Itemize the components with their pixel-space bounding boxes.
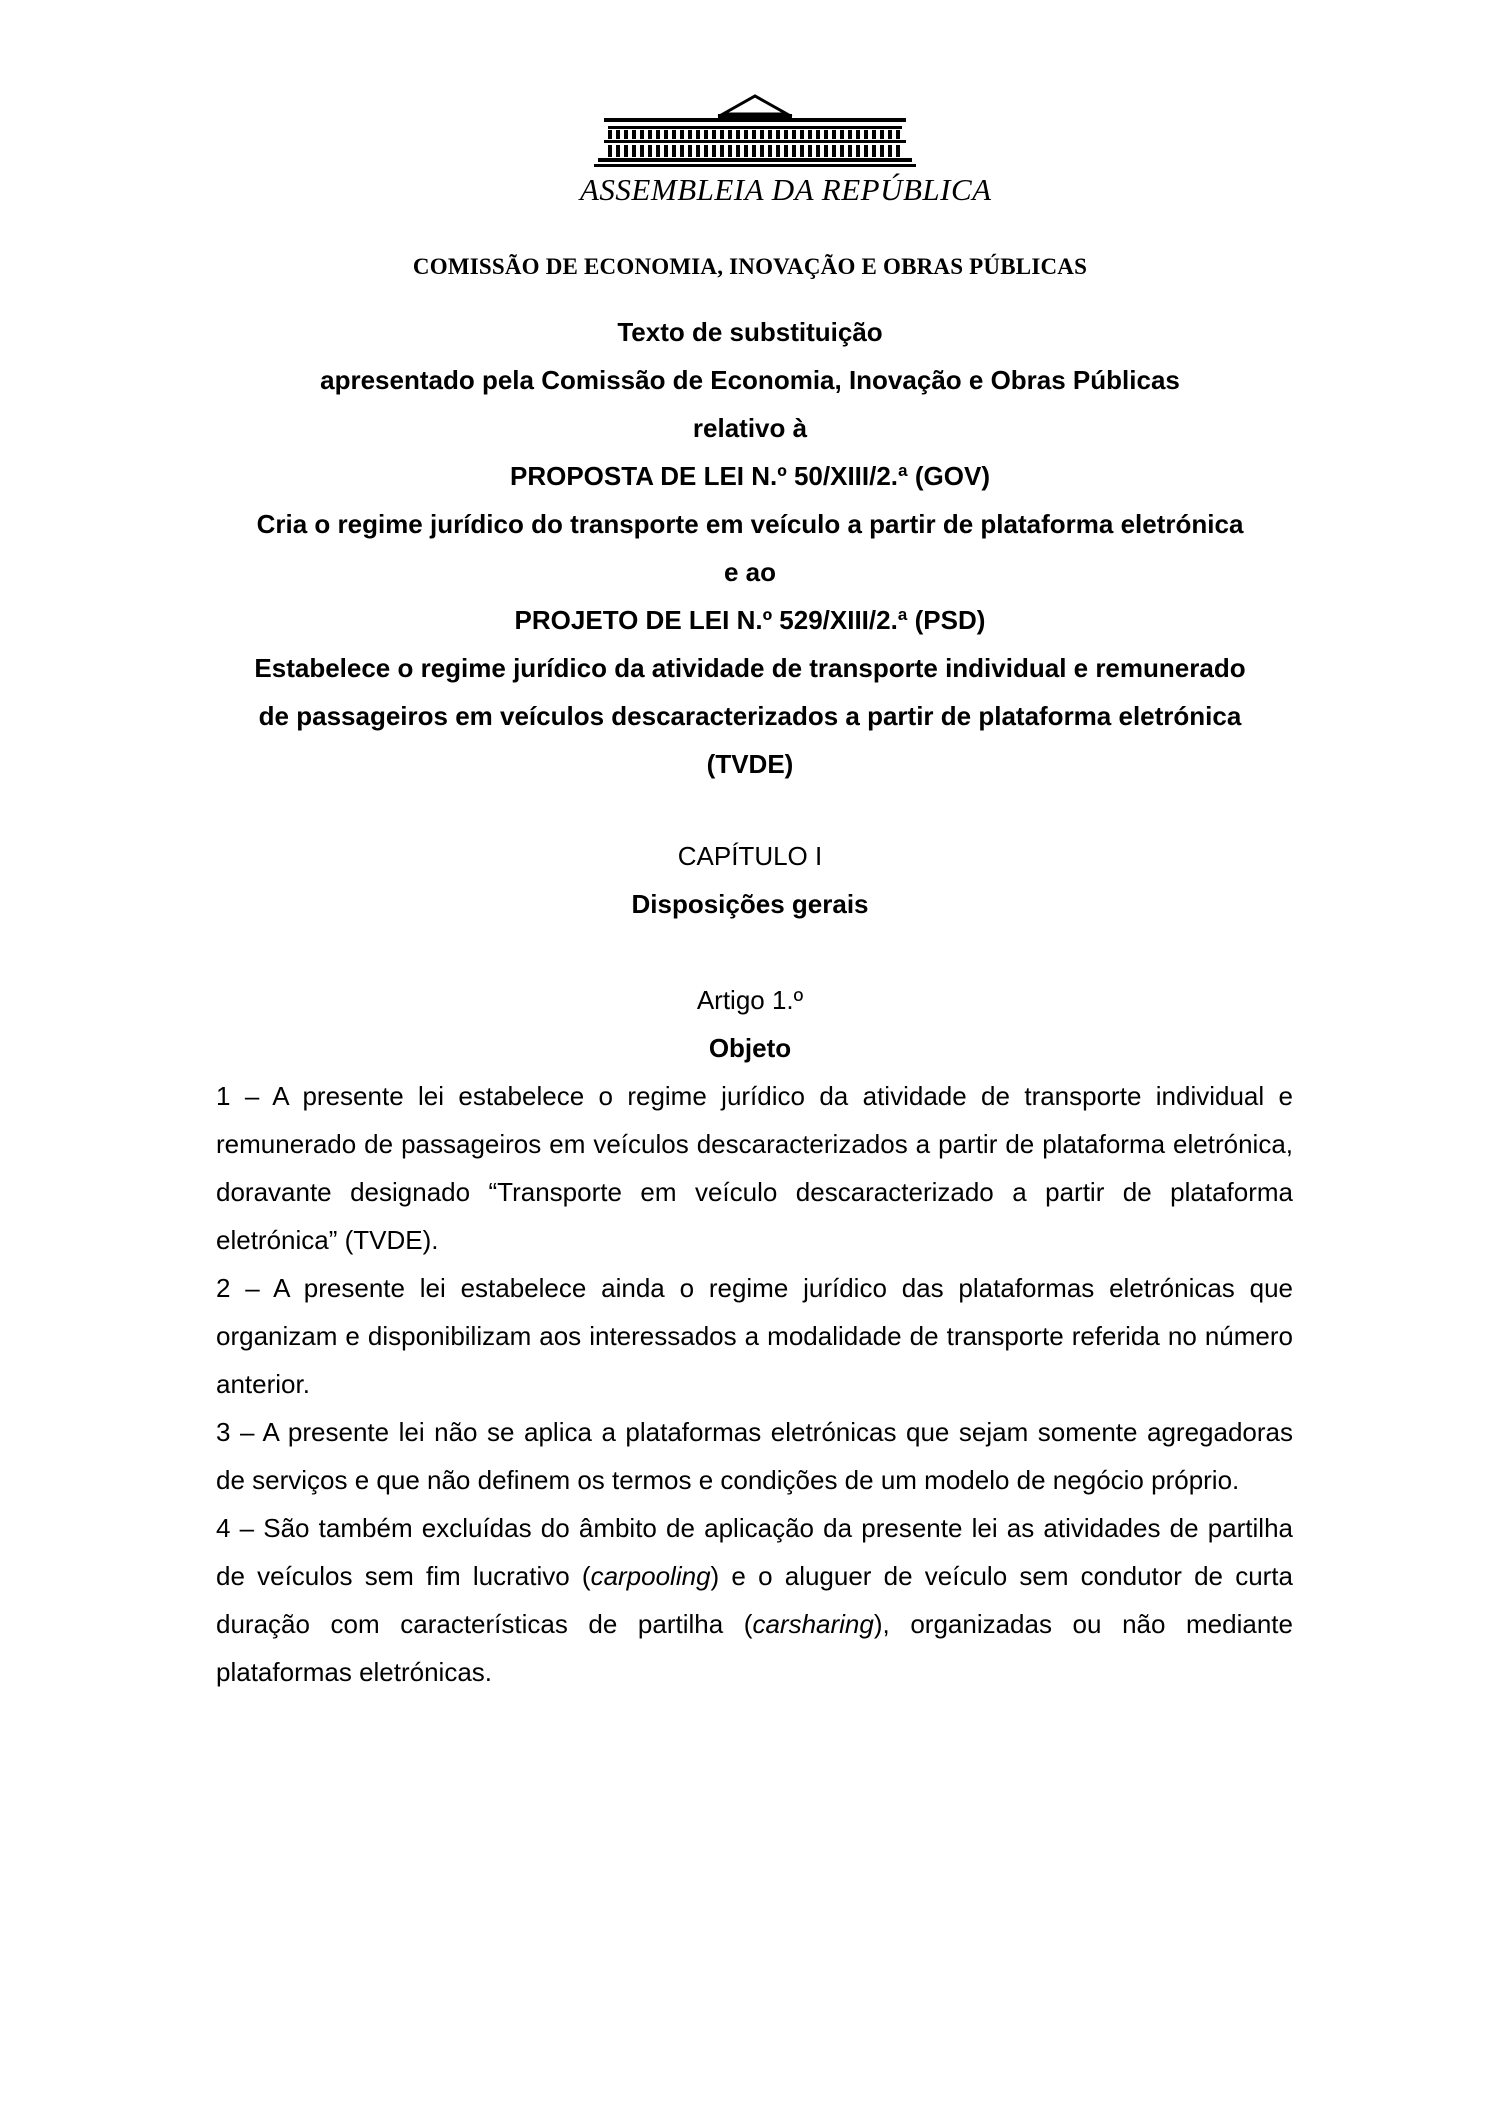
chapter-header (0, 832, 1500, 928)
heading-line: relativo à (692, 413, 808, 443)
assembly-logo (580, 92, 992, 212)
paragraph-4-text: 4 – São também excluídas do âmbito de aplicação da presente lei as atividades de partilha de veículos sem fim lucrativo ( (216, 1513, 1293, 1591)
article-header (0, 976, 1500, 1072)
heading-line: PROJETO DE LEI N.º 529/XIII/2.ª (PSD) (514, 605, 986, 635)
paragraph-4-text: ), organizadas ou não mediante plataformas eletrónicas. (216, 1609, 1293, 1687)
chapter-number: CAPÍTULO I (677, 841, 823, 871)
parliament-building-icon (590, 92, 920, 170)
article-title: Objeto (708, 1033, 792, 1063)
term-carsharing: carsharing (752, 1609, 874, 1639)
chapter-title: Disposições gerais (631, 889, 869, 919)
heading-line: apresentado pela Comissão de Economia, Inovação e Obras Públicas (320, 365, 1180, 395)
paragraph-1: 1 – A presente lei estabelece o regime jurídico da atividade de transporte individual e remunerado de passageiros em veículos descaracterizados a partir de plataforma eletrónica, doravante designado “Transporte em veículo descaracterizado a partir de plataforma eletrónica” (TVDE). (216, 1081, 1293, 1255)
document-heading (200, 308, 1300, 788)
paragraph-4-text: ) e o aluguer de veículo sem condutor de curta duração com características de partilha ( (216, 1561, 1293, 1639)
paragraph-4 (216, 1504, 1293, 1696)
committee-name: COMISSÃO DE ECONOMIA, INOVAÇÃO E OBRAS PÚBLICAS (412, 254, 1088, 279)
assembly-logo-text: ASSEMBLEIA DA REPÚBLICA (580, 172, 992, 207)
heading-line: PROPOSTA DE LEI N.º 50/XIII/2.ª (GOV) (510, 461, 990, 491)
paragraph-2: 2 – A presente lei estabelece ainda o regime jurídico das plataformas eletrónicas que organizam e disponibilizam aos interessados a modalidade de transporte referida no número anterior. (216, 1273, 1293, 1399)
term-carpooling: carpooling (590, 1561, 711, 1591)
heading-line: (TVDE) (706, 749, 794, 779)
article-body (216, 1072, 1293, 1696)
heading-line: Texto de substituição (617, 317, 883, 347)
heading-line: Cria o regime jurídico do transporte em veículo a partir de plataforma eletrónica (256, 509, 1244, 539)
paragraph-3: 3 – A presente lei não se aplica a plataformas eletrónicas que sejam somente agregadoras de serviços e que não definem os termos e condições de um modelo de negócio próprio. (216, 1417, 1293, 1495)
heading-line: de passageiros em veículos descaracterizados a partir de plataforma eletrónica (258, 701, 1242, 731)
heading-line: e ao (723, 557, 777, 587)
article-number: Artigo 1.º (696, 985, 804, 1015)
heading-line: Estabelece o regime jurídico da atividade de transporte individual e remunerado (254, 653, 1246, 683)
